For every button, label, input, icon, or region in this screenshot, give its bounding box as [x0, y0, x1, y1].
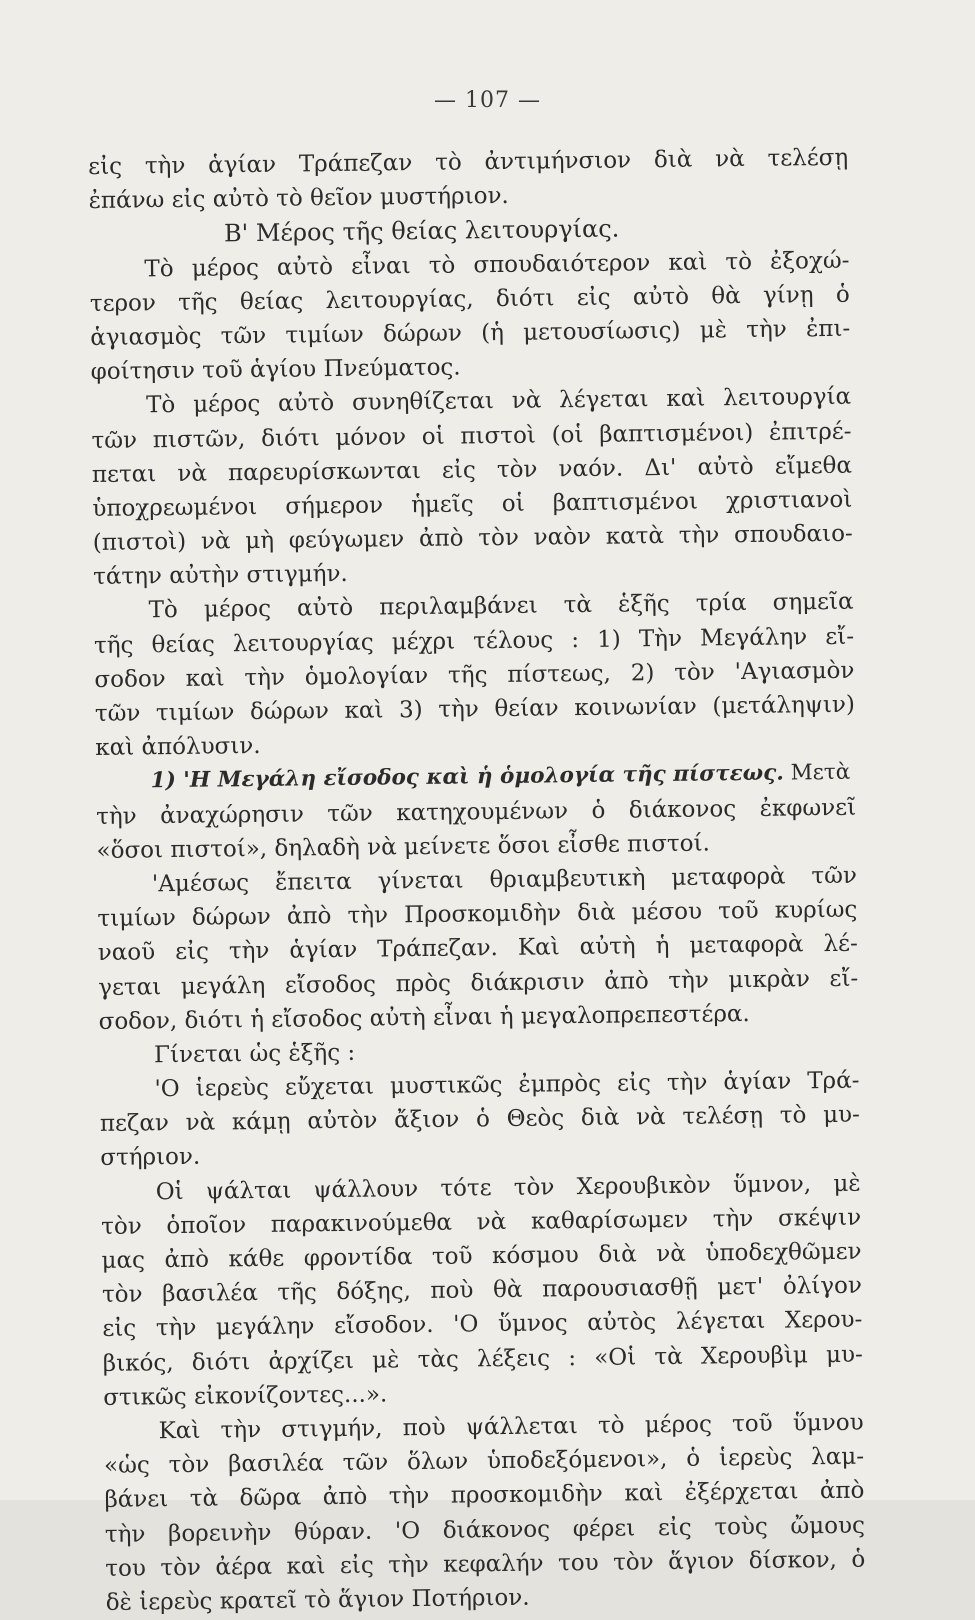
text-line: γεται μεγάλη εἴσοδος πρὸς διάκρισιν ἀπὸ τὴν μικρὰν εἴ-	[98, 965, 859, 1001]
text-line: τῆς θείας λειτουργίας μέχρι τέλους : 1) Τὴν Μεγάλην εἴ-	[93, 623, 855, 659]
text-line: «ὅσοι πιστοί», δηλαδὴ νὰ μείνετε ὅσοι εἶσθε πιστοί.	[96, 830, 710, 864]
text-line: τερον τῆς θείας λειτουργίας, διότι εἰς αὐτὸ θὰ γίνῃ ὁ	[89, 281, 850, 317]
text-line: τάτην αὐτὴν στιγμήν.	[93, 561, 348, 591]
text-line: πεζαν νὰ κάμῃ αὐτὸν ἄξιον ὁ Θεὸς διὰ νὰ τελέσῃ τὸ μυ-	[99, 1101, 861, 1138]
text-line: Γίνεται ὡς ἑξῆς :	[153, 1039, 356, 1069]
text-line: Τὸ μέρος αὐτὸ περιλαμβάνει τὰ ἑξῆς τρία σημεῖα	[148, 589, 854, 624]
text-line: φοίτησιν τοῦ ἁγίου Πνεύματος.	[90, 354, 461, 386]
text-line: ὑποχρεωμένοι σήμερον ἡμεῖς οἱ βαπτισμένοι χριστιανοὶ	[92, 486, 853, 522]
text-line: σοδον, διότι ἡ εἴσοδος αὐτὴ εἶναι ἡ μεγαλοπρεπεστέρα.	[98, 1000, 750, 1035]
text-line: τὸν ὁποῖον παρακινούμεθα νὰ καθαρίσωμεν τὴν σκέψιν	[100, 1204, 862, 1240]
text-line: Τὸ μέρος αὐτὸ εἶναι τὸ σπουδαιότερον καὶ τὸ ἐξοχώ-	[144, 247, 850, 282]
text-line: τὴν ἀναχώρησιν τῶν κατηχουμένων ὁ διάκονος ἐκφωνεῖ	[95, 794, 857, 830]
subsection-heading: 1) 'Η Μεγάλη εἴσοδος καὶ ἡ ὁμολογία τῆς πίστεως.	[150, 760, 784, 794]
text-line: τιμίων δώρων ἀπὸ τὴν Προσκομιδὴν διὰ μέσου τοῦ κυρίως	[97, 896, 858, 933]
text-line: πεται νὰ παρευρίσκωνται εἰς τὸν ναόν. Δι' αὐτὸ εἴμεθα	[91, 452, 853, 488]
text-line: 'Αμέσως ἔπειτα γίνεται θριαμβευτικὴ μεταφορὰ τῶν	[151, 862, 858, 898]
text-line: μας ἀπὸ κάθε φροντίδα τοῦ κόσμου διὰ νὰ ὑποδεχθῶμεν	[101, 1238, 862, 1274]
text-fragment: Μετὰ	[790, 760, 851, 786]
text-line: 'Ο ἱερεὺς εὔχεται μυστικῶς ἐμπρὸς εἰς τὴν ἁγίαν Τρά-	[154, 1067, 860, 1103]
text-line: (πιστοὶ) νὰ μὴ φεύγωμεν ἀπὸ τὸν ναὸν κατὰ τὴν σπουδαιο-	[92, 520, 853, 557]
text-line: βάνει τὰ δῶρα ἀπὸ τὴν προσκομιδὴν καὶ ἐξέρχεται ἀπὸ	[104, 1477, 865, 1514]
text-line: ἐπάνω εἰς αὐτὸ τὸ θεῖον μυστήριον.	[88, 183, 509, 215]
text-line: του τὸν ἀέρα καὶ εἰς τὴν κεφαλήν του τὸν ἅγιον δίσκον, ὁ	[105, 1546, 866, 1582]
body-text	[88, 141, 866, 1620]
text-line: εἰς τὴν μεγάλην εἴσοδον. 'Ο ὕμνος αὐτὸς λέγεται Χερου-	[102, 1307, 863, 1343]
section-heading: Β' Μέρος τῆς θείας λειτουργίας.	[223, 214, 620, 248]
text-line: δὲ ἱερεὺς κρατεῖ τὸ ἅγιον Ποτήριον.	[105, 1584, 530, 1616]
text-line: Τὸ μέρος αὐτὸ συνηθίζεται νὰ λέγεται καὶ λειτουργία	[145, 384, 852, 419]
page-number: — 107 —	[434, 88, 541, 113]
text-line: σοδον καὶ τὴν ὁμολογίαν τῆς πίστεως, 2) τὸν 'Αγιασμὸν	[94, 657, 855, 693]
text-line: βικός, διότι ἀρχίζει μὲ τὰς λέξεις : «Οἱ τὰ Χερουβὶμ μυ-	[102, 1341, 863, 1377]
text-line: ναοῦ εἰς τὴν ἁγίαν Τράπεζαν. Καὶ αὐτὴ ἡ μεταφορὰ λέ-	[97, 930, 858, 967]
text-line: Οἱ ψάλται ψάλλουν τότε τὸν Χερουβικὸν ὕμνον, μὲ	[155, 1170, 861, 1205]
text-line: καὶ ἀπόλυσιν.	[95, 733, 261, 762]
text-line: τὸν βασιλέα τῆς δόξης, ποὺ θὰ παρουσιασθῇ μετ' ὀλίγον	[101, 1272, 863, 1309]
text-line: στήριον.	[100, 1144, 201, 1172]
text-line: στικῶς εἰκονίζοντες...».	[103, 1381, 388, 1411]
text-line: ἁγιασμὸς τῶν τιμίων δώρων (ἡ μετουσίωσις) μὲ τὴν ἐπι-	[90, 315, 851, 351]
text-line: τὴν βορεινὴν θύραν. 'Ο διάκονος φέρει εἰς τοὺς ὤμους	[104, 1512, 866, 1548]
text-line: Καὶ τὴν στιγμήν, ποὺ ψάλλεται τὸ μέρος τοῦ ὕμνου	[158, 1409, 864, 1445]
text-line: «ὡς τὸν βασιλέα τῶν ὅλων ὑποδεξόμενοι», ὁ ἱερεὺς λαμ-	[103, 1443, 865, 1480]
text-line: τῶν τιμίων δώρων καὶ 3) τὴν θείαν κοινωνίαν (μετάληψιν)	[94, 691, 855, 727]
text-line: τῶν πιστῶν, διότι μόνον οἱ πιστοὶ (οἱ βαπτισμένοι) ἐπιτρέ-	[91, 418, 852, 454]
text-line: εἰς τὴν ἁγίαν Τράπεζαν τὸ ἀντιμήνσιον διὰ νὰ τελέσῃ	[88, 144, 849, 180]
